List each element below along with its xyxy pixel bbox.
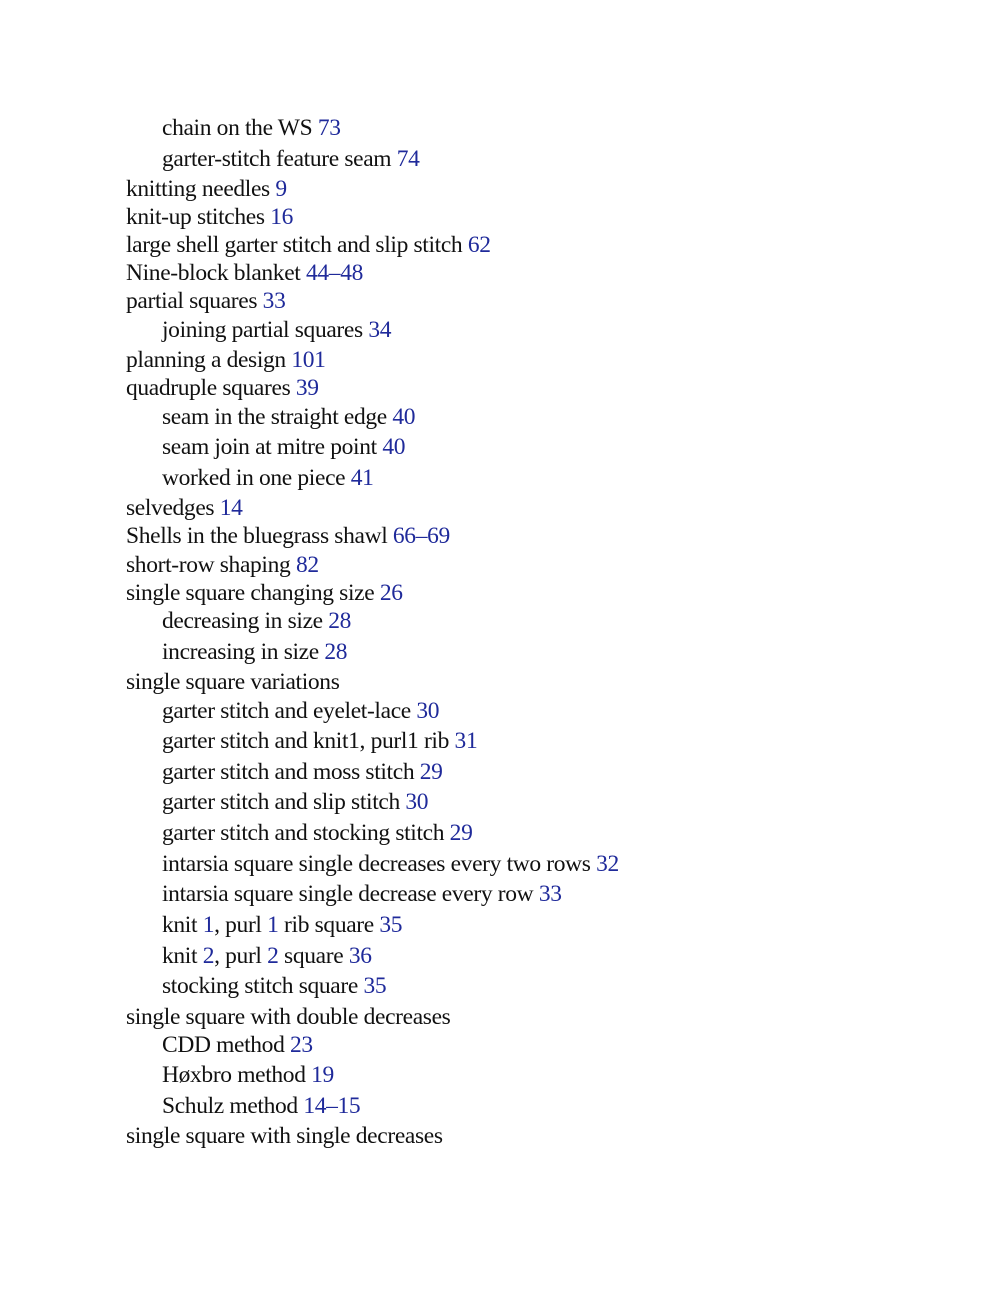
index-term-part: square <box>278 943 344 969</box>
index-term: single square with single decreases <box>126 1123 443 1149</box>
index-term-part: knit <box>162 912 203 938</box>
index-term: garter stitch and eyelet-lace <box>162 698 411 724</box>
page-number-link[interactable]: 26 <box>379 580 403 606</box>
inline-number-link[interactable]: 1 <box>202 912 215 938</box>
page-number-link[interactable]: 34 <box>368 317 392 343</box>
page-number-link[interactable]: 30 <box>416 698 440 724</box>
index-term: garter-stitch feature seam <box>162 146 392 172</box>
index-entry <box>126 230 491 260</box>
page-number-link[interactable]: 39 <box>295 375 319 401</box>
index-term: single square with double decreases <box>126 1004 451 1030</box>
page-number-link[interactable]: 40 <box>392 404 416 430</box>
index-term: planning a design <box>126 347 286 373</box>
index-term: single square changing size <box>126 580 375 606</box>
page-number-link[interactable]: 14–15 <box>303 1093 361 1119</box>
page-number-link[interactable]: 74 <box>396 146 420 172</box>
page-number-link[interactable]: 23 <box>290 1032 313 1058</box>
index-entry <box>126 286 285 316</box>
index-subentry <box>162 113 341 143</box>
index-term: short-row shaping <box>126 552 291 578</box>
index-term: intarsia square single decreases every two rows <box>162 851 591 877</box>
index-entry <box>126 667 340 697</box>
page-number-link[interactable]: 28 <box>324 639 348 665</box>
page-number-link[interactable]: 32 <box>596 851 619 877</box>
index-term: partial squares <box>126 288 258 314</box>
index-subentry <box>162 1030 313 1060</box>
page-number-link[interactable]: 28 <box>328 608 352 634</box>
page-number-link[interactable]: 30 <box>405 789 429 815</box>
index-term: single square variations <box>126 669 340 695</box>
index-term: large shell garter stitch and slip stitch <box>126 232 463 258</box>
page-number-link[interactable]: 19 <box>311 1062 334 1088</box>
index-term: garter stitch and slip stitch <box>162 789 400 815</box>
page-number-link[interactable]: 82 <box>295 552 319 578</box>
inline-number-link[interactable]: 2 <box>202 943 215 969</box>
index-entry <box>126 1121 443 1151</box>
page-number-link[interactable]: 33 <box>538 881 562 907</box>
index-term: intarsia square single decrease every row <box>162 881 534 907</box>
index-term: decreasing in size <box>162 608 323 634</box>
index-entry <box>126 1002 450 1032</box>
index-subentry <box>162 432 405 462</box>
index-term: chain on the WS <box>162 115 313 141</box>
index-term: seam join at mitre point <box>162 434 377 460</box>
index-subentry <box>162 726 477 756</box>
page-number-link[interactable]: 66–69 <box>392 523 450 549</box>
page-number-link[interactable]: 101 <box>291 347 326 373</box>
index-entry <box>126 202 293 232</box>
index-entry <box>126 174 287 204</box>
index-term: knit-up stitches <box>126 204 265 230</box>
index-term: Shells in the bluegrass shawl <box>126 523 388 549</box>
index-entry <box>126 258 363 288</box>
index-subentry <box>162 879 562 909</box>
index-subentry <box>162 1060 334 1090</box>
index-subentry <box>162 818 472 848</box>
page-number-link[interactable]: 9 <box>275 176 287 202</box>
page-number-link[interactable]: 31 <box>454 728 478 754</box>
index-term: increasing in size <box>162 639 319 665</box>
index-entry <box>126 373 319 403</box>
index-term: garter stitch and moss stitch <box>162 759 415 785</box>
page-number-link[interactable]: 35 <box>363 973 387 999</box>
index-entry <box>126 345 326 375</box>
inline-number-link[interactable]: 1 <box>267 912 279 938</box>
page-number-link[interactable]: 16 <box>270 204 293 230</box>
page-number-link[interactable]: 35 <box>379 912 403 938</box>
index-term: quadruple squares <box>126 375 291 401</box>
index-term-part: rib square <box>278 912 374 938</box>
index-subentry <box>162 941 372 971</box>
page-number-link[interactable]: 14 <box>219 495 243 521</box>
index-subentry <box>162 971 386 1001</box>
index-subentry <box>162 315 391 345</box>
index-term: Nine-block blanket <box>126 260 301 286</box>
index-subentry <box>162 606 351 636</box>
index-term: joining partial squares <box>162 317 363 343</box>
index-subentry <box>162 910 402 940</box>
index-subentry <box>162 696 439 726</box>
index-subentry <box>162 1091 360 1121</box>
index-term-part: knit <box>162 943 203 969</box>
index-term: garter stitch and knit1, purl1 rib <box>162 728 450 754</box>
page-number-link[interactable]: 41 <box>350 465 374 491</box>
inline-number-link[interactable]: 2 <box>267 943 279 969</box>
index-subentry <box>162 787 428 817</box>
index-entry <box>126 521 450 551</box>
index-entry <box>126 550 319 580</box>
page-number-link[interactable]: 36 <box>348 943 372 969</box>
index-subentry <box>162 144 420 174</box>
page-number-link[interactable]: 29 <box>419 759 443 785</box>
index-term: CDD method <box>162 1032 285 1058</box>
index-term: Schulz method <box>162 1093 298 1119</box>
index-term: garter stitch and stocking stitch <box>162 820 445 846</box>
index-entry <box>126 578 403 608</box>
index-subentry <box>162 402 415 432</box>
index-subentry <box>162 463 374 493</box>
page-number-link[interactable]: 44–48 <box>306 260 364 286</box>
index-term: worked in one piece <box>162 465 346 491</box>
page-number-link[interactable]: 73 <box>317 115 341 141</box>
index-term: Høxbro method <box>162 1062 306 1088</box>
index-term-part: , purl <box>214 943 268 969</box>
page-number-link[interactable]: 62 <box>467 232 491 258</box>
index-term-part: , purl <box>214 912 268 938</box>
index-term: seam in the straight edge <box>162 404 387 430</box>
index-term: knitting needles <box>126 176 270 202</box>
page-number-link[interactable]: 40 <box>382 434 406 460</box>
page-number-link[interactable]: 29 <box>449 820 473 846</box>
index-subentry <box>162 757 443 787</box>
page-number-link[interactable]: 33 <box>262 288 286 314</box>
index-subentry <box>162 637 347 667</box>
index-subentry <box>162 849 619 879</box>
index-term: selvedges <box>126 495 215 521</box>
index-term: stocking stitch square <box>162 973 358 999</box>
index-entry <box>126 493 243 523</box>
